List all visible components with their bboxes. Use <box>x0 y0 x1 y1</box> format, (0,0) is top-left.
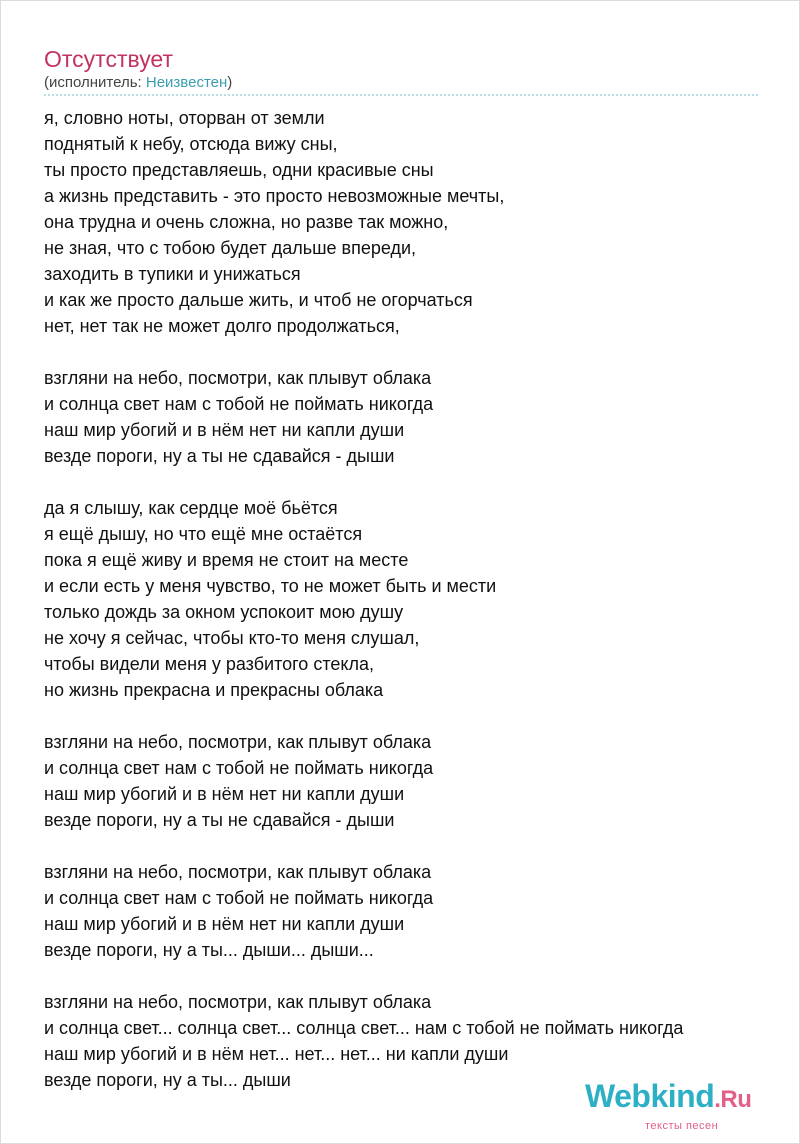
lyric-line: везде пороги, ну а ты не сдавайся - дыши <box>44 810 395 830</box>
logo-tld: .Ru <box>714 1086 752 1113</box>
lyric-line: но жизнь прекрасна и прекрасны облака <box>44 680 384 700</box>
stanza-break <box>44 703 794 729</box>
lyric-line: она трудна и очень сложна, но разве так можно, <box>44 212 449 232</box>
lyric-line: не хочу я сейчас, чтобы кто-то меня слушал, <box>44 628 420 648</box>
lyric-line: взгляни на небо, посмотри, как плывут облака <box>44 992 432 1012</box>
lyric-line: наш мир убогий и в нём нет... нет... нет... ни капли души <box>44 1044 509 1064</box>
lyric-line: нет, нет так не может долго продолжаться, <box>44 316 400 336</box>
lyric-line: ты просто представляешь, одни красивые сны <box>44 160 434 180</box>
stanza-break <box>44 833 794 859</box>
song-title: Отсутствует <box>44 46 173 72</box>
lyrics-text <box>44 105 794 1093</box>
lyric-line: заходить в тупики и унижаться <box>44 264 301 284</box>
stanza-break <box>44 469 794 495</box>
lyric-line: поднятый к небу, отсюда вижу сны, <box>44 134 338 154</box>
lyric-line: а жизнь представить - это просто невозможные мечты, <box>44 186 505 206</box>
lyric-line: везде пороги, ну а ты... дыши <box>44 1070 291 1090</box>
lyric-line: пока я ещё живу и время не стоит на месте <box>44 550 409 570</box>
artist-suffix: ) <box>227 74 233 91</box>
stanza-break <box>44 339 794 365</box>
artist-line <box>44 74 232 92</box>
logo-main: Webkind <box>585 1078 715 1114</box>
lyric-line: взгляни на небо, посмотри, как плывут облака <box>44 732 432 752</box>
lyric-line: и как же просто дальше жить, и чтоб не огорчаться <box>44 290 473 310</box>
artist-link[interactable]: Неизвестен <box>145 74 228 91</box>
lyric-line: и если есть у меня чувство, то не может быть и мести <box>44 576 497 596</box>
lyric-line: и солнца свет нам с тобой не поймать никогда <box>44 888 434 908</box>
webkind-logo[interactable] <box>585 1078 752 1132</box>
lyric-line: наш мир убогий и в нём нет ни капли души <box>44 420 405 440</box>
lyric-line: я, словно ноты, оторван от земли <box>44 108 325 128</box>
lyric-line: взгляни на небо, посмотри, как плывут облака <box>44 862 432 882</box>
lyric-line: и солнца свет нам с тобой не поймать никогда <box>44 758 434 778</box>
title-divider <box>44 94 758 96</box>
artist-prefix: (исполнитель: <box>44 74 146 91</box>
lyric-line: наш мир убогий и в нём нет ни капли души <box>44 914 405 934</box>
lyric-line: только дождь за окном успокоит мою душу <box>44 602 404 622</box>
lyric-line: я ещё дышу, но что ещё мне остаётся <box>44 524 363 544</box>
lyric-line: да я слышу, как сердце моё бьётся <box>44 498 338 518</box>
lyric-line: везде пороги, ну а ты не сдавайся - дыши <box>44 446 395 466</box>
lyric-line: и солнца свет нам с тобой не поймать никогда <box>44 394 434 414</box>
lyric-line: не зная, что с тобою будет дальше впереди, <box>44 238 417 258</box>
lyric-line: везде пороги, ну а ты... дыши... дыши... <box>44 940 374 960</box>
lyric-line: наш мир убогий и в нём нет ни капли души <box>44 784 405 804</box>
lyric-line: и солнца свет... солнца свет... солнца свет... нам с тобой не поймать никогда <box>44 1018 684 1038</box>
logo-tagline: тексты песен <box>645 1120 719 1132</box>
lyric-line: чтобы видели меня у разбитого стекла, <box>44 654 374 674</box>
lyric-line: взгляни на небо, посмотри, как плывут облака <box>44 368 432 388</box>
stanza-break <box>44 963 794 989</box>
